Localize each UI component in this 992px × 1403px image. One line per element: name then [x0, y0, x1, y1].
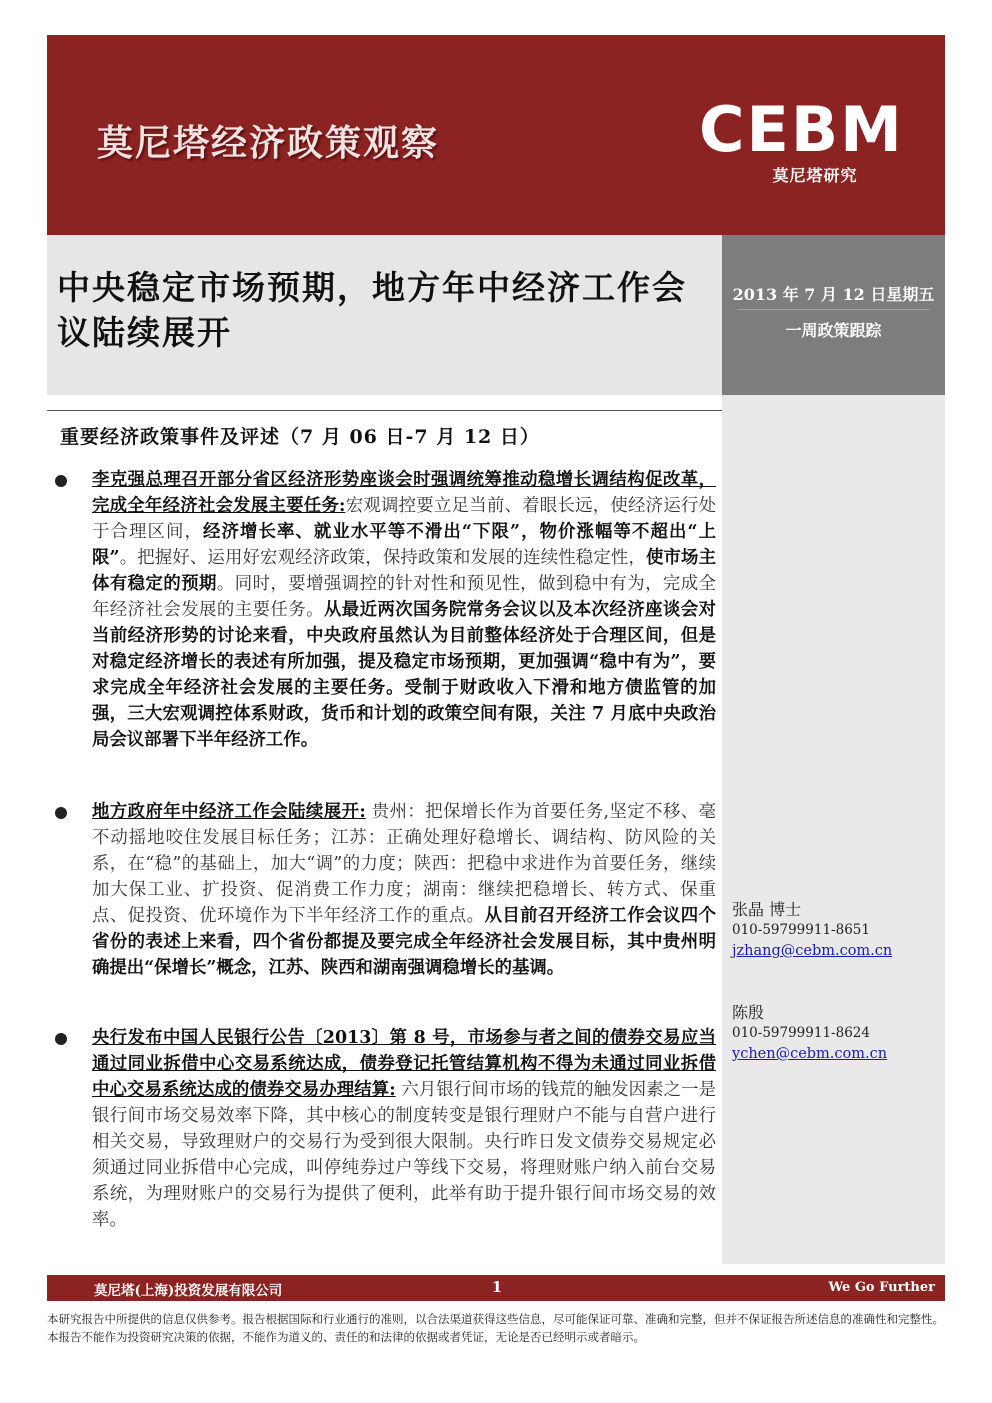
header-banner — [47, 35, 945, 235]
section-heading: 重要经济政策事件及评述（7 月 06 日-7 月 12 日） — [60, 426, 540, 448]
cebm-logo — [697, 97, 927, 159]
analyst-phone: 010-59799911-8651 — [732, 922, 870, 938]
news-item-title: 央行发布中国人民银行公告〔2013〕第 8 号，市场参与者之间的债券交易应当通过同业拆借中心交易系统达成，债券登记托管结算机构不得为未通过同业拆借中心交易系统达成的债券交易办理结算: — [92, 1028, 716, 1100]
logo-subtitle: 莫尼塔研究 — [772, 166, 858, 185]
publication-title: 莫尼塔经济政策观察 — [97, 122, 440, 164]
footer-bar — [47, 1275, 945, 1301]
logo-wordmark: CEBM — [699, 97, 904, 159]
sidebar-header — [722, 235, 945, 395]
news-item-emphasis: 经济增长率、就业水平等不滑出“下限”，物价涨幅等不超出“上限” — [92, 522, 716, 568]
report-headline: 中央稳定市场预期，地方年中经济工作会议陆续展开 — [57, 268, 687, 352]
disclaimer: 本研究报告中所提供的信息仅供参考。报告根据国际和行业通行的准则，以合法渠道获得这些信息，尽可能保证可靠、准确和完整，但并不保证报告所述信息的准确性和完整性。本报告不能作为投资研究决策的依据，不能作为道义的、责任的和法律的依据或者凭证，无论是否已经明示或者暗示。 — [47, 1312, 944, 1344]
bullet-icon — [55, 1033, 67, 1045]
analyst-phone: 010-59799911-8624 — [732, 1025, 870, 1041]
section-divider — [47, 410, 722, 411]
news-item — [92, 799, 716, 981]
analyst-name: 陈殷 — [732, 1003, 765, 1022]
report-type: 一周政策跟踪 — [785, 321, 882, 340]
news-item-text: 宏观调控要立足当前、着眼长远，使经济运行处于合理区间， — [92, 496, 716, 542]
report-date: 2013 年 7 月 12 日星期五 — [732, 285, 935, 304]
news-item — [92, 1025, 716, 1233]
analyst-email-link[interactable]: jzhang@cebm.com.cn — [732, 943, 893, 959]
news-item-title: 地方政府年中经济工作会陆续展开: — [92, 802, 366, 822]
analyst-email-link[interactable]: ychen@cebm.com.cn — [732, 1046, 888, 1062]
news-item-emphasis: 使市场主体有稳定的预期 — [92, 548, 716, 594]
news-item — [92, 467, 716, 753]
footer-slogan: We Go Further — [828, 1280, 935, 1295]
news-item-text: 六月银行间市场的钱荒的触发因素之一是银行间市场交易效率下降，其中核心的制度转变是银行理财户不能与自营户进行相关交易，导致理财户的交易行为受到很大限制。央行昨日发文债券交易规定必须通过同业拆借中心完成，叫停纯券过户等线下交易，将理财账户纳入前台交易系统，为理财账户的交易行为提供了便利，此举有助于提升银行间市场交易的效率。 — [92, 1080, 717, 1230]
bullet-icon — [55, 475, 67, 487]
news-item-commentary: 从目前召开经济工作会议四个省份的表述上来看，四个省份都提及要完成全年经济社会发展目标，其中贵州明确提出“保增长”概念，江苏、陕西和湖南强调稳增长的基调。 — [92, 906, 716, 978]
news-item-commentary: 从最近两次国务院常务会议以及本次经济座谈会对当前经济形势的讨论来看，中央政府虽然认为目前整体经济处于合理区间，但是对稳定经济增长的表述有所加强，提及稳定市场预期，更加强调“稳中有为”，要求完成全年经济社会发展的主要任务。受制于财政收入下滑和地方债监管的加强，三大宏观调控体系财政，货币和计划的政策空间有限，关注 7 月底中央政治局会议部署下半年经济工作。 — [92, 600, 716, 750]
footer-company: 莫尼塔(上海)投资发展有限公司 — [94, 1283, 283, 1299]
sidebar-divider — [737, 309, 930, 310]
sidebar — [722, 235, 945, 1264]
news-item-text: 。把握好、运用好宏观经济政策，保持政策和发展的连续性稳定性， — [119, 548, 646, 568]
headline-box — [47, 235, 722, 395]
bullet-icon — [55, 807, 67, 819]
news-item-title: 李克强总理召开部分省区经济形势座谈会时强调统筹推动稳增长调结构促改革，完成全年经济社会发展主要任务: — [92, 470, 716, 516]
analyst-card — [732, 899, 892, 962]
news-item-text: 。同时，要增强调控的针对性和预见性，做到稳中有为，完成全年经济社会发展的主要任务。 — [92, 574, 716, 620]
analyst-name: 张晶 博士 — [732, 900, 802, 919]
page-number: 1 — [491, 1278, 503, 1296]
analyst-card — [732, 1002, 887, 1065]
news-item-text: 贵州：把保增长作为首要任务,坚定不移、毫不动摇地咬住发展目标任务；江苏：正确处理好稳增长、调结构、防风险的关系，在“稳”的基础上，加大“调”的力度；陕西：把稳中求进作为首要任务，继续加大保工业、扩投资、促消费工作力度；湖南：继续把稳增长、转方式、保重点、促投资、优环境作为下半年经济工作的重点。 — [92, 802, 716, 926]
